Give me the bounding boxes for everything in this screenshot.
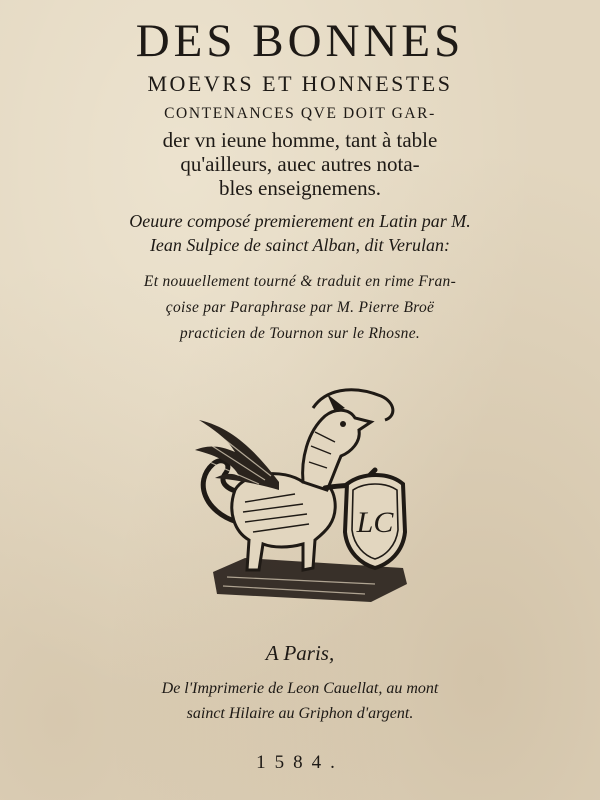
publication-year: 1584. <box>256 752 344 773</box>
imprint-line-2: sainct Hilaire au Griphon d'argent. <box>186 705 414 722</box>
translation-line-2: çoise par Paraphrase par M. Pierre Broë <box>165 299 435 316</box>
translation-line-3: practicien de Tournon sur le Rhosne. <box>179 325 421 342</box>
griffin-printers-mark-icon <box>175 372 425 622</box>
title-line-1: DES BONNES <box>135 15 465 67</box>
imprint-city: A Paris, <box>265 641 335 665</box>
title-line-5: qu'ailleurs, auec autres nota- <box>180 152 420 176</box>
title-line-6: bles enseignemens. <box>218 176 382 200</box>
title-line-4: der vn ieune homme, tant à table <box>162 128 438 152</box>
author-line-1: Oeuure composé premierement en Latin par M. <box>129 211 471 231</box>
imprint-line-1: De l'Imprimerie de Leon Cauellat, au mont <box>161 680 439 697</box>
title-line-2: MOEVRS ET HONNESTES <box>147 71 453 96</box>
shield-monogram: LC <box>356 506 394 539</box>
author-line-2: Iean Sulpice de sainct Alban, dit Verulan: <box>149 235 451 255</box>
translation-line-1: Et nouuellement tourné & traduit en rime Fran- <box>143 273 457 290</box>
title-line-3: CONTENANCES QVE DOIT GAR- <box>164 105 436 122</box>
